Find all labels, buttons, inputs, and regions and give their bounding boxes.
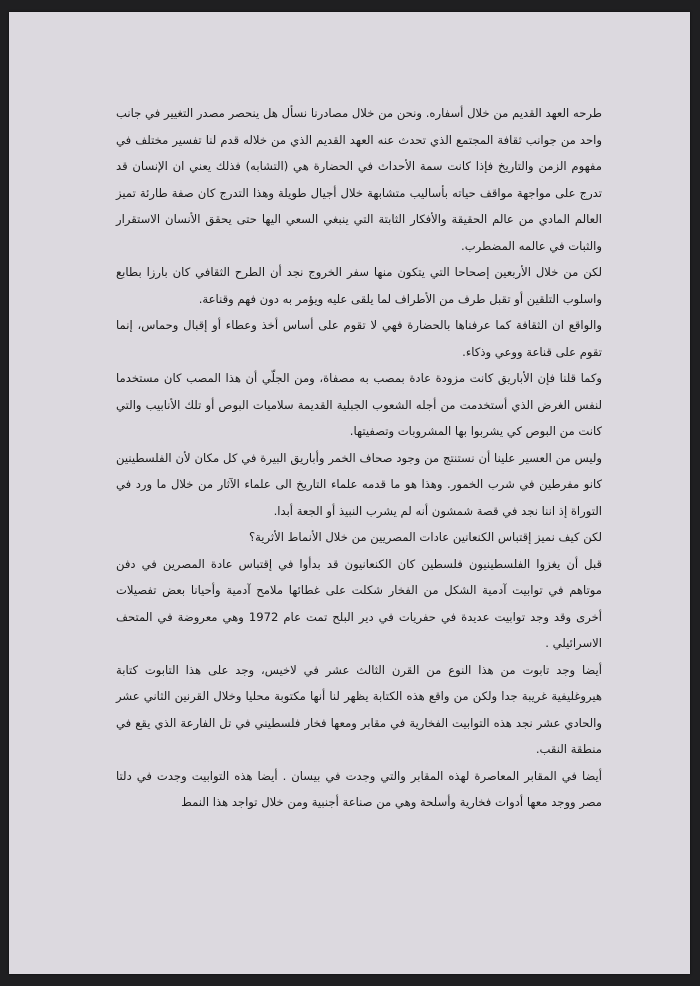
paragraph-1: طرحه العهد القديم من خلال أسفاره. ونحن من خلال مصادرنا نسأل هل ينحصر مصدر التغيير في جانب واحد من جوانب ثقافة المجتمع الذي تحدث عنه العهد القديم الذي من خلاله قدم لنا تفسير مختلف في مفهوم الزمن والتاريخ فإذا كانت سمة الأحداث في الحضارة هي (التشابه) فذلك يعني ان الإنسان قد تدرج على مواجهة مواقف حياته بأساليب متشابهة خلال أجيال طويلة وهذا التدرج كان صفة طارئة تميز العالم المادي من عالم الحقيقة والأفكار الثابتة التي ينبغي السعي اليها حتى يحقق الأنسان الاستقرار والثبات في عالمه المضطرب. (116, 106, 602, 253)
paragraph-8: أيضا وجد تابوت من هذا النوع من القرن الثالث عشر في لاخيس، وجد على هذا التابوت كتابة هيروغليفية غريبة جدا ولكن من واقع هذه الكتابة يظهر لنا أنها مكتوبة محليا وخلال القرنين الثاني عشر والحادي عشر نجد هذه التوابيت الفخارية في مقابر ومعها فخار فلسطيني في تل الفارعة الذي يقع في منطقة النقب. (116, 662, 602, 756)
paragraph-3: والواقع ان الثقافة كما عرفناها بالحضارة فهي لا تقوم على أساس أخذ وعطاء أو إقبال وحماس، إنما تقوم على قناعة ووعي وذكاء. (116, 318, 602, 359)
paragraph-6: لكن كيف نميز إقتباس الكنعانين عادات المصريين من خلال الأنماط الأثرية؟ (248, 530, 602, 544)
paragraph-9: أيضا في المقابر المعاصرة لهذه المقابر والتي وجدت في بيسان . أيضا هذه التوابيت وجدت في دلتا مصر ووجد معها أدوات فخارية وأسلحة وهي من صناعة أجنبية ومن خلال تواجد هذا النمط (116, 768, 602, 809)
paragraph-5: وليس من العسير علينا أن نستنتج من وجود صحاف الخمر وأباريق البيرة في كل مكان لأن الفلسطينين كانو مفرطين في شرب الخمور. وهذا هو ما قدمه علماء التاريخ الى علماء الآثار من خلال ما ورد في التوراة إذ اننا نجد في قصة شمشون أنه لم يشرب النبيذ أو الجعة أبدا. (116, 450, 602, 518)
paragraph-7: قبل أن يغزوا الفلسطينيون فلسطين كان الكنعانيون قد بدأوا في إقتباس عادة المصرين في دفن موتاهم في توابيت آدمية الشكل من الفخار شكلت على غطائها ملامح آدمية وأحيانا بعض تفصيلات أخرى وقد وجد توابيت عديدة في حفريات في دير البلح تمت عام 1972 وهي معروضة في المتحف الاسرائيلي . (116, 556, 602, 650)
paragraph-4: وكما قلنا فإن الأباريق كانت مزودة عادة بمصب به مصفاة، ومن الجلّي أن هذا المصب كان مستخدما لنفس الغرض الذي أستخدمت من أجله الشعوب الجبلية القديمة سلاميات البوص أو تلك الأنابيب والتي كانت من البوص كي يشربوا بها المشروبات وتصفيتها. (116, 371, 602, 438)
paragraph-2: لكن من خلال الأربعين إصحاحا التي يتكون منها سفر الخروج نجد أن الطرح الثقافي كان بارزا بطابع واسلوب التلقين أو تقبل طرف من الأطراف لما يلقى عليه ويؤمر به دون فهم وقناعة. (116, 265, 602, 306)
body-text (116, 100, 602, 816)
document-page (9, 12, 690, 974)
